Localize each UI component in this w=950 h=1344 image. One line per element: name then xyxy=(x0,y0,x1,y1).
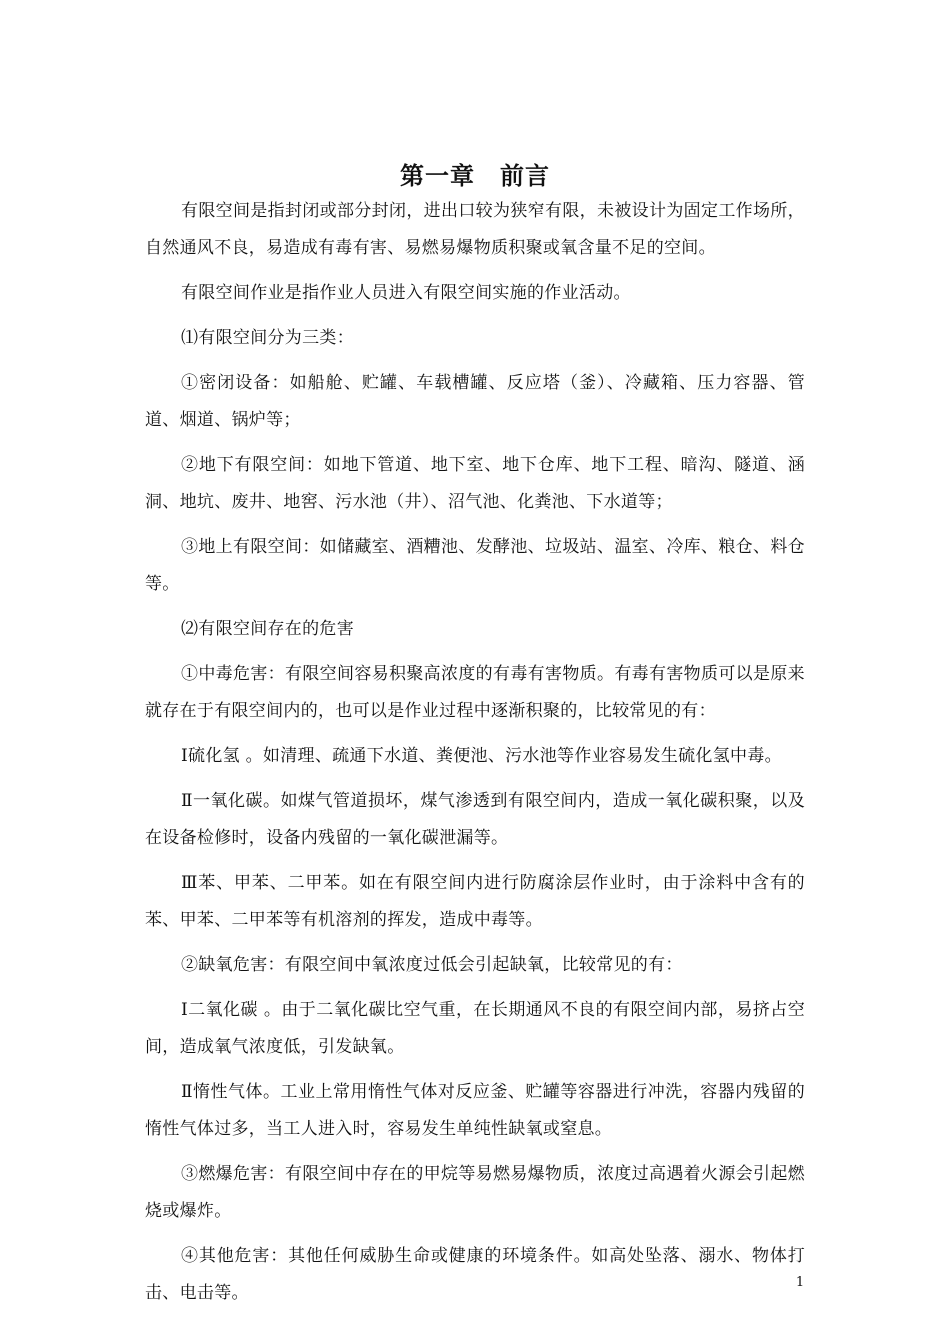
list-item-underground-space: ②地下有限空间：如地下管道、地下室、地下仓库、地下工程、暗沟、隧道、涵洞、地坑、废井、地窖、污水池（井）、沼气池、化粪池、下水道等； xyxy=(145,455,805,512)
sub-item-inert-gas: Ⅱ惰性气体。工业上常用惰性气体对反应釜、贮罐等容器进行冲洗，容器内残留的惰性气体过多，当工人进入时，容易发生单纯性缺氧或窒息。 xyxy=(145,1082,805,1139)
document-body xyxy=(145,193,805,1320)
paragraph-operation-definition: 有限空间作业是指作业人员进入有限空间实施的作业活动。 xyxy=(181,283,631,303)
list-item-aboveground-space: ③地上有限空间：如储藏室、酒糟池、发酵池、垃圾站、温室、冷库、粮仓、料仓等。 xyxy=(145,537,805,594)
section-heading-hazards: ⑵有限空间存在的危害 xyxy=(181,619,354,639)
sub-item-carbon-monoxide: Ⅱ一氧化碳。如煤气管道损坏，煤气渗透到有限空间内，造成一氧化碳积聚，以及在设备检修时，设备内残留的一氧化碳泄漏等。 xyxy=(145,791,805,848)
sub-item-hydrogen-sulfide: Ⅰ硫化氢 。如清理、疏通下水道、粪便池、污水池等作业容易发生硫化氢中毒。 xyxy=(181,746,782,766)
page-title: 第一章 前言 xyxy=(400,162,550,191)
list-item-explosion-hazard: ③燃爆危害：有限空间中存在的甲烷等易燃易爆物质，浓度过高遇着火源会引起燃烧或爆炸。 xyxy=(145,1164,805,1221)
paragraph-definition: 有限空间是指封闭或部分封闭，进出口较为狭窄有限，未被设计为固定工作场所，自然通风不良，易造成有毒有害、易燃易爆物质积聚或氧含量不足的空间。 xyxy=(145,201,805,258)
list-item-poisoning-hazard: ①中毒危害：有限空间容易积聚高浓度的有毒有害物质。有毒有害物质可以是原来就存在于有限空间内的，也可以是作业过程中逐渐积聚的，比较常见的有： xyxy=(145,664,805,721)
list-item-sealed-equipment: ①密闭设备：如船舱、贮罐、车载槽罐、反应塔（釜）、冷藏箱、压力容器、管道、烟道、锅炉等； xyxy=(145,373,805,430)
list-item-other-hazards: ④其他危害：其他任何威胁生命或健康的环境条件。如高处坠落、溺水、物体打击、电击等。 xyxy=(145,1246,805,1303)
sub-item-carbon-dioxide: Ⅰ二氧化碳 。由于二氧化碳比空气重，在长期通风不良的有限空间内部，易挤占空间，造成氧气浓度低，引发缺氧。 xyxy=(145,1000,805,1057)
page-number: 1 xyxy=(795,1275,805,1290)
section-heading-categories: ⑴有限空间分为三类： xyxy=(181,328,354,348)
list-item-oxygen-deficiency: ②缺氧危害：有限空间中氧浓度过低会引起缺氧，比较常见的有： xyxy=(181,955,683,975)
sub-item-benzene: Ⅲ苯、甲苯、二甲苯。如在有限空间内进行防腐涂层作业时，由于涂料中含有的苯、甲苯、二甲苯等有机溶剂的挥发，造成中毒等。 xyxy=(145,873,805,930)
